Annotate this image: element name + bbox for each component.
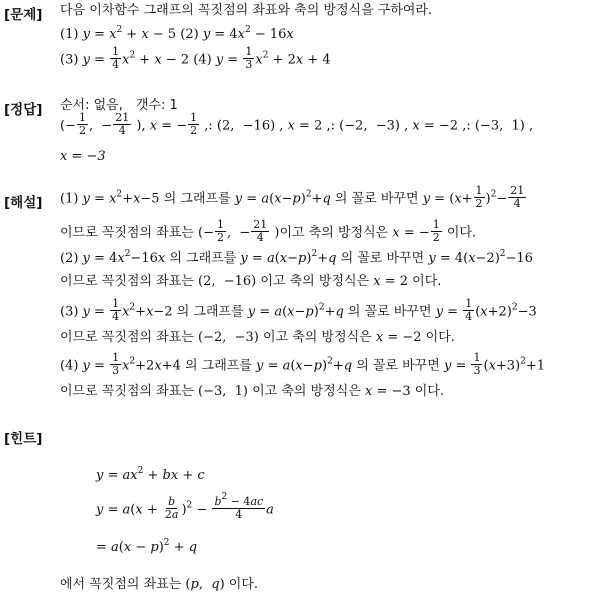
hint-eq-1: $y = ax^2$ + bx + c [96,466,205,483]
answer-line-2: x = −3 [60,149,106,164]
hint-eq-3: = $a(x - p)^2 + q$ [96,538,198,555]
explanation-1b: 이므로 꼭짓점의 좌표는 (− $\frac{1}{2}$ , − $\frac{21}{4}$ )이고 축의 방정식은 x = − $\frac{1}{2}$ 이다. [60,218,477,244]
explanation-2b: 이므로 꼭짓점의 좌표는 (2, −16) 이고 축의 방정식은 x = 2 이다. [60,274,442,289]
hint-label: [힌트] [4,431,43,447]
explanation-3b: 이므로 꼭짓점의 좌표는 (−2, −3) 이고 축의 방정식은 x = −2 이다. [60,330,455,345]
explanation-3a: (3) y = $\frac{1}{4}$ $x^2+x-2$ 의 그래프를 $y = a(x-p)^2+q$ 의 꼴로 바꾸면 y = $\frac{1}{4}$ $(x+2)^2-3$ [60,297,537,323]
explanation-4a: (4) y = $\frac{1}{3}$ $x^2+2x+4$ 의 그래프를 $y = a(x-p)^2+q$ 의 꼴로 바꾸면 y = $\frac{1}{3}$ $(x+3)^2+1$ [60,351,546,377]
hint-eq-2: y = a(x + $\frac{b}{2a}$ )$^2$ − $\frac{b^2 - 4ac}{4}$ a [96,492,274,521]
explanation-label: [해설] [4,195,43,211]
problem-line-2: (3) y = $\frac{1}{4}$ $x^2 + x - 2$ (4) y = $\frac{1}{3}$ $x^2 + 2x + 4$ [60,45,331,71]
problem-line-1: (1) $y = x^2 + x - 5$ (2) $y = 4x^2 - 16x$ [60,25,294,42]
hint-text: 에서 꼭짓점의 좌표는 (p, q) 이다. [60,577,259,592]
answer-line-1: (− $\frac{1}{2}$ , − $\frac{21}{4}$ ), x = − $\frac{1}{2}$ ,: (2, −16) , x = 2 ,: (−2, −3) , x = −2 ,: (−3, 1) , [60,111,534,137]
answer-label: [정답] [4,102,43,118]
explanation-1a: (1) $y = x^2+x-5$ 의 그래프를 $y = a(x-p)^2+q$ 의 꼴로 바꾸면 y = (x+ $\frac{1}{2}$ )$^2$− $\frac{21}{4}$ [60,184,525,210]
problem-text: 다음 이차함수 그래프의 꼭짓점의 좌표와 축의 방정식을 구하여라. [60,3,433,18]
explanation-2a: (2) $y = 4x^2-16x$ 의 그래프를 $y = a(x-p)^2+q$ 의 꼴로 바꾸면 $y = 4(x-2)^2-16$ [60,249,533,266]
problem-label: [문제] [4,7,43,23]
explanation-4b: 이므로 꼭짓점의 좌표는 (−3, 1) 이고 축의 방정식은 x = −3 이다. [60,384,445,399]
answer-meta: 순서: 없음, 갯수: 1 [60,98,178,113]
